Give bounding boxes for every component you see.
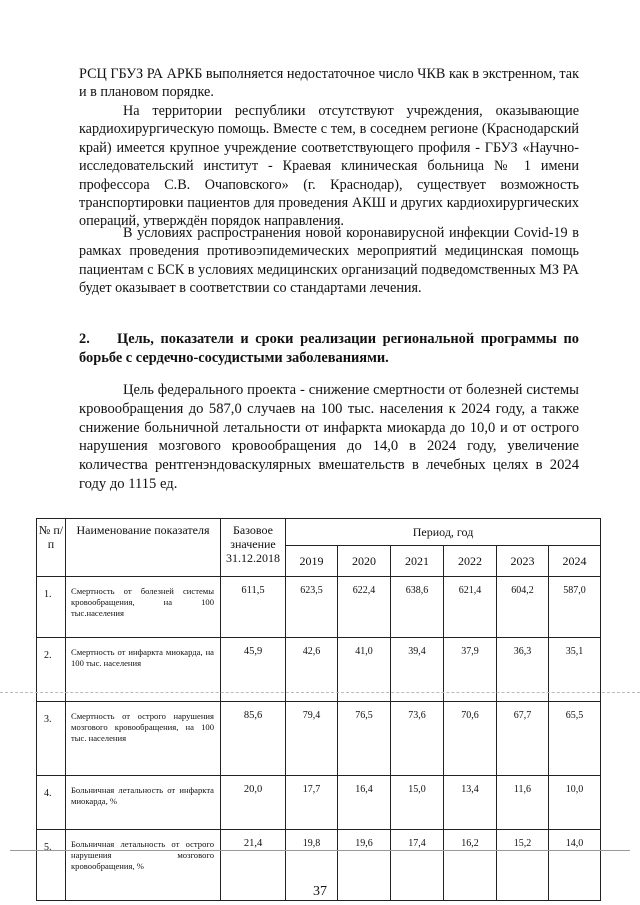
row-value: 604,2 xyxy=(497,577,549,638)
row-name: Смертность от инфаркта миокарда, на 100 тыс. населения xyxy=(66,638,221,702)
indicators-table xyxy=(36,518,601,901)
header-year: 2024 xyxy=(549,546,601,577)
header-period: Период, год xyxy=(286,519,601,546)
row-value: 65,5 xyxy=(549,702,601,776)
row-value: 70,6 xyxy=(444,702,497,776)
table-row xyxy=(37,577,601,638)
row-base: 85,6 xyxy=(221,702,286,776)
row-value: 79,4 xyxy=(286,702,338,776)
row-value: 623,5 xyxy=(286,577,338,638)
footer-divider xyxy=(10,850,630,851)
row-num: 4. xyxy=(37,776,66,830)
row-value: 10,0 xyxy=(549,776,601,830)
row-value: 19,8 xyxy=(286,830,338,901)
row-value: 13,4 xyxy=(444,776,497,830)
header-num: № п/п xyxy=(37,519,66,577)
row-value: 638,6 xyxy=(391,577,444,638)
row-value: 16,4 xyxy=(338,776,391,830)
row-value: 15,0 xyxy=(391,776,444,830)
table-row xyxy=(37,702,601,776)
row-value: 39,4 xyxy=(391,638,444,702)
row-value: 35,1 xyxy=(549,638,601,702)
scan-artifact-line xyxy=(0,692,640,693)
row-name: Больничная летальность от острого нарушения мозгового кровообращения, % xyxy=(66,830,221,901)
row-value: 41,0 xyxy=(338,638,391,702)
header-base: Базовое значение 31.12.2018 xyxy=(221,519,286,577)
row-base: 20,0 xyxy=(221,776,286,830)
table-row xyxy=(37,776,601,830)
row-base: 611,5 xyxy=(221,577,286,638)
row-value: 587,0 xyxy=(549,577,601,638)
header-name: Наименование показателя xyxy=(66,519,221,577)
section-heading xyxy=(79,330,579,367)
header-year: 2021 xyxy=(391,546,444,577)
paragraph-4: Цель федерального проекта - снижение смертности от болезней системы кровообращения до 587,0 случаев на 100 тыс. населения к 2024 году, а также снижение больничной летальности от инфаркта миокарда до 10,0 и от острого нарушения мозгового кровообращения до 14,0 в 2024 году, увеличение количества рентгенэндоваскулярных вмешательств в лечебных целях в 2024 году до 1115 ед. xyxy=(79,382,579,492)
section-number: 2. xyxy=(79,331,90,347)
row-name: Больничная летальность от инфаркта миокарда, % xyxy=(66,776,221,830)
row-value: 73,6 xyxy=(391,702,444,776)
row-value: 17,4 xyxy=(391,830,444,901)
header-year: 2023 xyxy=(497,546,549,577)
row-value: 42,6 xyxy=(286,638,338,702)
row-value: 19,6 xyxy=(338,830,391,901)
row-value: 16,2 xyxy=(444,830,497,901)
row-num: 2. xyxy=(37,638,66,702)
row-value: 621,4 xyxy=(444,577,497,638)
header-year: 2022 xyxy=(444,546,497,577)
row-num: 3. xyxy=(37,702,66,776)
row-value: 622,4 xyxy=(338,577,391,638)
paragraph-1: РСЦ ГБУЗ РА АРКБ выполняется недостаточное число ЧКВ как в экстренном, так и в плановом порядке. xyxy=(79,66,579,101)
paragraph-2: На территории республики отсутствуют учреждения, оказывающие кардиохирургическую помощь. Вместе с тем, в соседнем регионе (Краснодарский край) имеется крупное учреждение соответствующего профиля - ГБУЗ «Научно-исследовательский институт - Краевая клиническая больница № 1 имени профессора С.В. Очаповского» (г. Краснодар), существует возможность транспортировки пациентов для проведения АКШ и других кардиохирургических операций, утверждён порядок направления. xyxy=(79,103,579,230)
row-num: 1. xyxy=(37,577,66,638)
row-base: 45,9 xyxy=(221,638,286,702)
row-value: 17,7 xyxy=(286,776,338,830)
row-base: 21,4 xyxy=(221,830,286,901)
page-number: 37 xyxy=(313,884,327,899)
row-value: 11,6 xyxy=(497,776,549,830)
row-num: 5. xyxy=(37,830,66,901)
section-title: Цель, показатели и сроки реализации региональной программы по борьбе с сердечно-сосудистыми заболеваниями. xyxy=(79,331,579,366)
row-value: 36,3 xyxy=(497,638,549,702)
row-value: 14,0 xyxy=(549,830,601,901)
row-value: 37,9 xyxy=(444,638,497,702)
row-value: 67,7 xyxy=(497,702,549,776)
header-year: 2020 xyxy=(338,546,391,577)
row-name: Смертность от болезней системы кровообращения, на 100 тыс.населения xyxy=(66,577,221,638)
header-year: 2019 xyxy=(286,546,338,577)
paragraph-3: В условиях распространения новой коронавирусной инфекции Covid-19 в рамках проведения противоэпидемических мероприятий медицинская помощь пациентам с БСК в условиях медицинских организаций подведомственных МЗ РА будет оказывает в соответствии со стандартами лечения. xyxy=(79,225,579,297)
row-name: Смертность от острого нарушения мозгового кровообращения, на 100 тыс. населения xyxy=(66,702,221,776)
row-value: 15,2 xyxy=(497,830,549,901)
row-value: 76,5 xyxy=(338,702,391,776)
